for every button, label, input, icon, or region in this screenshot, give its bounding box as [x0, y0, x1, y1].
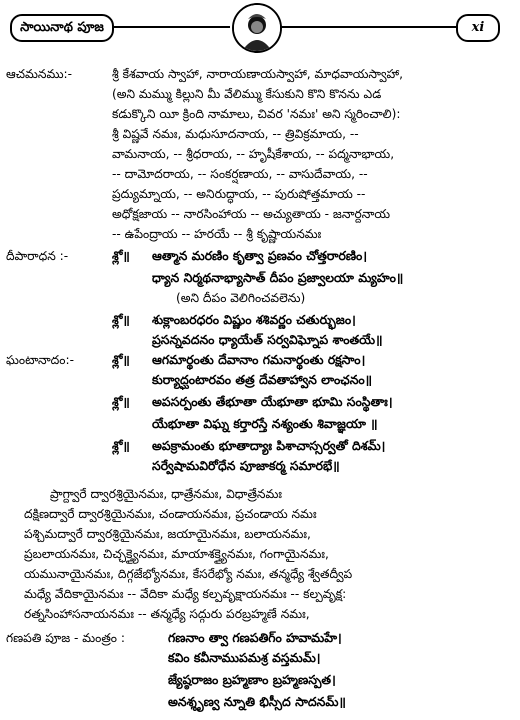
deeparadhana-label: దీపారాధన :-	[6, 249, 69, 263]
achamanam-line: శ్రీ విష్ణవే నమః, మధుసూదనాయ, -- త్రివిక్రమాయ, --	[112, 127, 359, 141]
shloka-mark: శ్లో॥	[112, 353, 130, 367]
mantra-line: కవిం కవీనాముపమశ్ర వస్తమమ్।	[168, 650, 321, 665]
dwarapuja-line: ప్రబలాయనమః, చిచ్ఛక్త్యైనమః, మాయాశక్త్యైనమః, గంగాయైనమః,	[24, 547, 329, 561]
verse-line: ధ్యాన నిర్మథనాభ్యాసాత్ దీపం ప్రజ్వాలయా మ్యహం॥	[152, 270, 404, 285]
dwarapuja-line: దక్షిణద్వారే ద్వారశ్రియైనమః, చండాయనమః, ప్రచండాయ నమః	[24, 507, 317, 521]
verse-line: శుక్లాంబరధరం విష్ణుం శశివర్ణం చతుర్భుజం।	[152, 312, 356, 327]
running-title: సాయినాథ పూజ	[10, 14, 114, 42]
mantra-line: గణనాం త్వా గణపతిగ్ం హవామహే।	[168, 630, 342, 645]
verse-line: అపక్రామంతు భూతాద్యాః పిశాచాస్సర్వతో దిశమ్।	[152, 438, 386, 453]
ghantanadam-label: ఘంటానాదం:-	[6, 353, 74, 367]
achamanam-line: అధోక్షజాయ -- నారసింహాయ -- అచ్యుతాయ - జనార్దనాయ	[112, 207, 391, 221]
header-rule-left	[110, 26, 230, 28]
page-number: xi	[456, 14, 500, 42]
verse-line: కుర్యాద్ఘంటారవం తత్ర దేవతాహ్వాన లాంఛనం॥	[152, 372, 373, 387]
verse-line: ఆత్మాన మరణిం కృత్వా ప్రణవం చోత్తరారణిం।	[152, 248, 368, 263]
verse-line: యేభూతా విఘ్న కర్తారస్తే నశ్యంతు శివాజ్ఞయా ॥	[152, 416, 378, 431]
verse-line: ఆగమార్థంతు దేవానాం గమనార్థంతు రక్షసాం।	[152, 352, 366, 367]
verse-line: సర్వేషామవిరోధేన పూజాకర్మ సమారభే॥	[152, 458, 340, 473]
dwarapuja-line: యమునాయైనమః, దిగ్గజేభ్యోనమః, కేసరేభ్యో నమః, తన్మధ్యే శ్వేతద్వీప	[24, 567, 353, 581]
shloka-mark: శ్లో॥	[112, 395, 130, 409]
shloka-mark: శ్లో॥	[112, 439, 130, 453]
achamanam-line: -- ఉపేంద్రాయ -- హరయే -- శ్రీ కృష్ణాయనమః	[112, 227, 322, 241]
achamanam-label: ఆచమనము:-	[6, 67, 73, 81]
mantra-line: అనశ్శృణ్వ న్నూతి భిస్సీద సాదనమ్॥	[168, 694, 346, 709]
achamanam-line: ప్రద్యుమ్నాయ, -- అనిరుద్ధాయ, -- పురుషోత్తమాయ --	[112, 187, 366, 201]
ganapati-label: గణపతి పూజ - మంత్రం :	[6, 631, 125, 645]
achamanam-line: కడుక్కొని యీ క్రింది నామాలు, చివర 'నమః' అని స్మరించాలి):	[112, 107, 401, 121]
dwarapuja-line: మధ్యే వేదికాయైనమః -- వేదికా మధ్యే కల్పవృక్షాయనమః -- కల్పవృక్ష:	[24, 587, 347, 601]
verse-line: ప్రసన్నవదనం ధ్యాయేత్ సర్వవిఘ్నోప శాంతయే॥	[152, 332, 383, 347]
achamanam-line: శ్రీ కేశవాయ స్వాహా, నారాయణాయస్వాహా, మాధవాయస్వాహా,	[112, 67, 404, 81]
achamanam-line: (అని మమ్ము కిల్లుని మీ వేలిమ్ము కేసుకుని కొని కొనను ఎడ	[112, 87, 382, 101]
shloka-mark: శ్లో॥	[112, 313, 130, 327]
page-header	[10, 14, 500, 40]
dwarapuja-line: రత్నసింహాసనాయనమః -- తన్మధ్యే సద్గురు పరబ్రహ్మణే నమః,	[24, 607, 310, 621]
sai-baba-portrait-icon	[232, 3, 282, 53]
achamanam-line: -- దామోదరాయ, -- సంకర్షణాయ, -- వాసుదేవాయ, --	[112, 167, 368, 181]
dwarapuja-line: పశ్చిమద్వారే ద్వారశ్రియైనమః, జయాయైనమః, బలాయనమః,	[24, 527, 311, 541]
achamanam-line: వామనాయ, -- శ్రీధరాయ, -- హృషీకేశాయ, -- పద్మనాభాయ,	[112, 147, 395, 161]
deeparadhana-note: (అని దీపం వెలిగించవలెను)	[176, 291, 306, 305]
mantra-line: జ్యేష్ఠరాజం బ్రహ్మణాం బ్రహ్మణస్పత।	[168, 672, 336, 687]
dwarapuja-line: ప్రాగ్ద్వారే ద్వారశ్రియైనమః, ధాత్రేనమః, విధాత్రేనమః	[50, 487, 282, 501]
shloka-mark: శ్లో॥	[112, 249, 130, 263]
verse-line: అపసర్పంతు తేభూతా యేభూతా భూమి సంస్థితాః।	[152, 394, 393, 409]
header-rule-right	[280, 26, 462, 28]
